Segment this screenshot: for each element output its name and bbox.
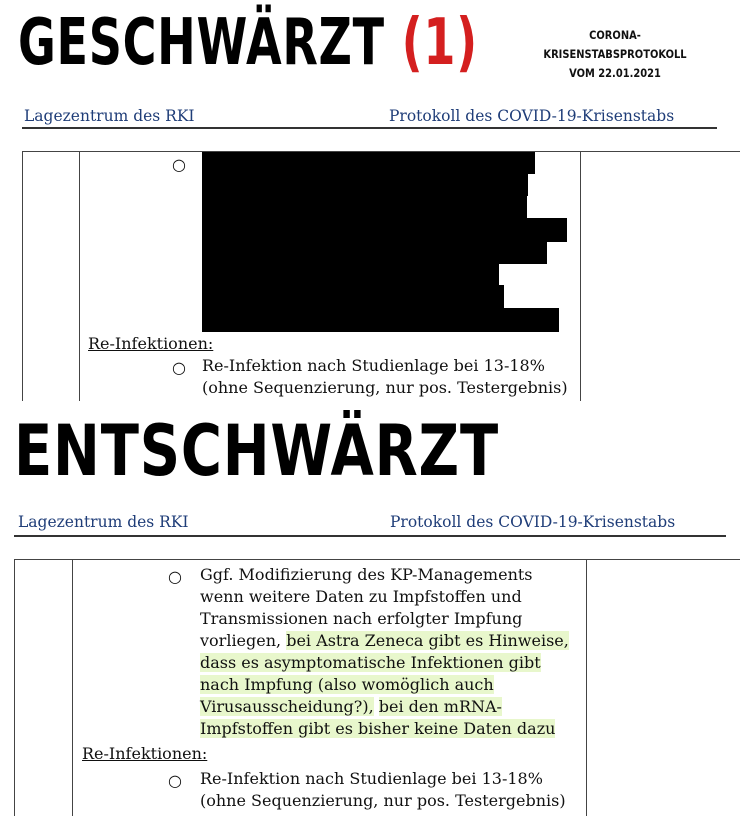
headline-geschwaerzt: GESCHWÄRZT (1) [18,6,478,80]
table-col-line-1 [14,559,15,816]
table-top-border [14,559,740,560]
protocol-title-line1: CORONA-KRISENSTABSPROTOKOLL [543,28,687,61]
revealed-line [200,652,541,674]
revealed-line: wenn weitere Daten zu Impfstoffen und [200,587,522,606]
headline-number: (1) [401,6,478,80]
revealed-line [200,674,494,696]
bullet-circle: ○ [168,771,182,790]
highlighted-text: bei Astra Zeneca gibt es Hinweise, [286,631,569,650]
doc-header-rule [22,127,717,129]
headline-entschwaerzt: ENTSCHWÄRZT [14,410,499,492]
table-col-line-3 [580,151,581,401]
highlighted-text: nach Impfung (also womöglich auch [200,675,494,694]
doc-header-left: Lagezentrum des RKI [18,513,189,531]
revealed-line-plain: vorliegen, [200,631,282,650]
bullet-circle: ○ [172,155,186,174]
bullet-circle: ○ [168,567,182,586]
subheading-reinfektionen: Re-Infektionen: [82,744,208,763]
doc-header-left: Lagezentrum des RKI [24,107,195,125]
bullet-text-line1: Re-Infektion nach Studienlage bei 13-18% [202,356,545,375]
bullet-circle: ○ [172,358,186,377]
table-col-line-2 [72,559,73,816]
doc-header-rule [14,535,726,537]
bullet-text-line2: (ohne Sequenzierung, nur pos. Testergebnis) [200,791,566,810]
revealed-line: Ggf. Modifizierung des KP-Managements [200,565,533,584]
table-col-line-1 [22,151,23,401]
table-col-line-3 [586,559,587,816]
revealed-line [200,630,569,652]
revealed-line [200,696,502,718]
highlighted-text: Impfstoffen gibt es bisher keine Daten dazu [200,719,556,738]
doc-header-right: Protokoll des COVID-19-Krisenstabs [390,513,676,531]
protocol-date: VOM 22.01.2021 [569,66,661,80]
revealed-line [200,718,555,740]
highlighted-text: bei den mRNA- [378,697,502,716]
protocol-title [533,26,696,83]
bullet-text-line1: Re-Infektion nach Studienlage bei 13-18% [200,769,543,788]
doc-header-right: Protokoll des COVID-19-Krisenstabs [389,107,675,125]
bullet-text-line2: (ohne Sequenzierung, nur pos. Testergebnis) [202,378,568,397]
highlighted-text: dass es asymptomatische Infektionen gibt [200,653,541,672]
highlighted-text: Virusausscheidung?), [200,697,374,716]
subheading-reinfektionen: Re-Infektionen: [88,334,214,353]
revealed-line: Transmissionen nach erfolgter Impfung [200,609,523,628]
table-col-line-2 [79,151,80,401]
